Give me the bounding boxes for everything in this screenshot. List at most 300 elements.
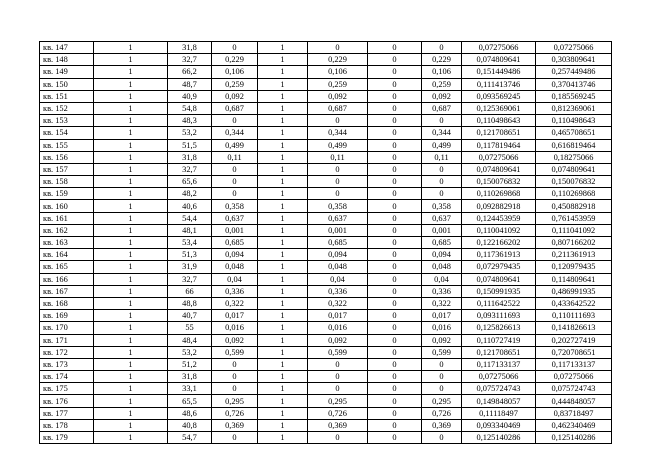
table-row (40, 176, 612, 188)
table-cell: 40,7 (168, 310, 212, 322)
table-cell: 31,9 (168, 261, 212, 273)
table-cell: 0,092 (308, 90, 368, 102)
table-cell: 1 (258, 188, 308, 200)
table-row (40, 261, 612, 273)
table-cell: 0 (368, 139, 422, 151)
table-cell: 0 (212, 358, 258, 370)
table-cell: 0 (368, 212, 422, 224)
table-cell: 1 (94, 322, 168, 334)
table-cell: 0,07275066 (462, 42, 536, 54)
table-cell: 0,720708651 (536, 346, 612, 358)
table-cell: 0 (368, 322, 422, 334)
table-row (40, 310, 612, 322)
table-row (40, 297, 612, 309)
table-cell: 1 (94, 346, 168, 358)
table-cell: 0,125140286 (536, 432, 612, 444)
table-cell: 1 (94, 102, 168, 114)
apartment-number-cell: кв. 165 (40, 261, 94, 273)
table-cell: 0,016 (308, 322, 368, 334)
table-cell: 0,685 (422, 237, 462, 249)
table-cell: 0 (212, 42, 258, 54)
table-cell: 1 (94, 285, 168, 297)
table-cell: 48,2 (168, 188, 212, 200)
table-cell: 1 (94, 273, 168, 285)
apartment-number-cell: кв. 173 (40, 358, 94, 370)
table-cell: 40,8 (168, 419, 212, 431)
table-cell: 1 (258, 42, 308, 54)
table-cell: 0 (212, 115, 258, 127)
table-cell: 0,04 (422, 273, 462, 285)
table-cell: 51,5 (168, 139, 212, 151)
table-cell: 0,07275066 (536, 371, 612, 383)
table-cell: 0,075724743 (536, 383, 612, 395)
table-cell: 0 (368, 237, 422, 249)
table-row (40, 407, 612, 419)
table-cell: 0,257449486 (536, 66, 612, 78)
table-cell: 1 (258, 151, 308, 163)
table-row (40, 273, 612, 285)
apartment-number-cell: кв. 175 (40, 383, 94, 395)
table-cell: 0,499 (422, 139, 462, 151)
table-cell: 0 (308, 432, 368, 444)
table-cell: 1 (258, 127, 308, 139)
table-cell: 0,369 (422, 419, 462, 431)
table-cell: 1 (94, 407, 168, 419)
table-cell: 1 (258, 261, 308, 273)
table-cell: 0,637 (308, 212, 368, 224)
table-cell: 66,2 (168, 66, 212, 78)
table-cell: 0 (212, 176, 258, 188)
table-cell: 0 (368, 395, 422, 407)
table-cell: 0,450882918 (536, 200, 612, 212)
table-cell: 0,001 (212, 224, 258, 236)
table-cell: 0,048 (422, 261, 462, 273)
apartment-number-cell: кв. 164 (40, 249, 94, 261)
table-cell: 51,2 (168, 358, 212, 370)
table-cell: 1 (258, 237, 308, 249)
apartment-number-cell: кв. 154 (40, 127, 94, 139)
table-cell: 0,141826613 (536, 322, 612, 334)
table-cell: 48,4 (168, 334, 212, 346)
table-cell: 1 (258, 407, 308, 419)
table-cell: 0,344 (422, 127, 462, 139)
apartment-number-cell: кв. 160 (40, 200, 94, 212)
table-cell: 1 (94, 249, 168, 261)
table-cell: 1 (94, 395, 168, 407)
table-cell: 0,499 (308, 139, 368, 151)
table-cell: 1 (94, 261, 168, 273)
table-cell: 0,599 (308, 346, 368, 358)
table-cell: 1 (258, 90, 308, 102)
table-cell: 0,259 (212, 78, 258, 90)
table-cell: 0,074809641 (536, 163, 612, 175)
table-cell: 0 (308, 42, 368, 54)
table-cell: 1 (94, 139, 168, 151)
table-cell: 0,726 (212, 407, 258, 419)
table-cell: 0 (368, 383, 422, 395)
table-cell: 54,4 (168, 212, 212, 224)
table-cell: 51,3 (168, 249, 212, 261)
table-row (40, 163, 612, 175)
table-cell: 0,117819464 (462, 139, 536, 151)
table-cell: 1 (258, 419, 308, 431)
table-cell: 1 (258, 249, 308, 261)
table-cell: 0,499 (212, 139, 258, 151)
apartment-number-cell: кв. 155 (40, 139, 94, 151)
apartment-number-cell: кв. 178 (40, 419, 94, 431)
table-cell: 0,185569245 (536, 90, 612, 102)
table-cell: 1 (258, 310, 308, 322)
table-cell: 0,11118497 (462, 407, 536, 419)
table-cell: 0,121708651 (462, 346, 536, 358)
table-cell: 0 (368, 407, 422, 419)
table-cell: 0,322 (212, 297, 258, 309)
table-cell: 1 (94, 419, 168, 431)
table-row (40, 249, 612, 261)
table-row (40, 102, 612, 114)
apartment-number-cell: кв. 171 (40, 334, 94, 346)
table-cell: 0,599 (212, 346, 258, 358)
table-cell: 1 (94, 297, 168, 309)
apartment-number-cell: кв. 157 (40, 163, 94, 175)
table-cell: 0,110498643 (536, 115, 612, 127)
apartment-number-cell: кв. 170 (40, 322, 94, 334)
table-cell: 0,259 (422, 78, 462, 90)
table-cell: 0,687 (212, 102, 258, 114)
apartment-number-cell: кв. 169 (40, 310, 94, 322)
table-cell: 0,358 (212, 200, 258, 212)
table-cell: 0 (368, 115, 422, 127)
apartment-number-cell: кв. 158 (40, 176, 94, 188)
table-cell: 0,336 (212, 285, 258, 297)
table-cell: 0 (368, 78, 422, 90)
table-cell: 0,150991935 (462, 285, 536, 297)
table-cell: 0,761453959 (536, 212, 612, 224)
table-cell: 1 (258, 383, 308, 395)
table-row (40, 224, 612, 236)
table-row (40, 127, 612, 139)
table-cell: 1 (258, 273, 308, 285)
table-cell: 0,150076832 (462, 176, 536, 188)
table-cell: 0,110727419 (462, 334, 536, 346)
table-cell: 1 (258, 224, 308, 236)
table-cell: 0 (308, 371, 368, 383)
table-cell: 0 (368, 188, 422, 200)
table-cell: 0,016 (422, 322, 462, 334)
table-cell: 65,6 (168, 176, 212, 188)
table-cell: 0,017 (422, 310, 462, 322)
table-cell: 0 (212, 432, 258, 444)
table-cell: 0,18275066 (536, 151, 612, 163)
table-cell: 40,6 (168, 200, 212, 212)
table-cell: 0,048 (212, 261, 258, 273)
table-cell: 0 (308, 358, 368, 370)
table-cell: 65,5 (168, 395, 212, 407)
table-cell: 0,149848057 (462, 395, 536, 407)
table-cell: 0 (368, 90, 422, 102)
table-cell: 0,04 (308, 273, 368, 285)
table-cell: 1 (94, 237, 168, 249)
table-cell: 1 (258, 163, 308, 175)
table-cell: 0 (368, 297, 422, 309)
table-cell: 66 (168, 285, 212, 297)
table-cell: 0,462340469 (536, 419, 612, 431)
table-row (40, 358, 612, 370)
table-cell: 0,151449486 (462, 66, 536, 78)
table-row (40, 371, 612, 383)
table-row (40, 212, 612, 224)
table-cell: 48,3 (168, 115, 212, 127)
table-cell: 33,1 (168, 383, 212, 395)
table-cell: 0,358 (422, 200, 462, 212)
table-cell: 40,9 (168, 90, 212, 102)
table-cell: 0,093569245 (462, 90, 536, 102)
table-cell: 0 (368, 285, 422, 297)
table-row (40, 151, 612, 163)
table-cell: 0,072979435 (462, 261, 536, 273)
table-cell: 1 (94, 212, 168, 224)
table-cell: 0,295 (212, 395, 258, 407)
table-cell: 1 (258, 432, 308, 444)
table-cell: 0,04 (212, 273, 258, 285)
table-cell: 0,125140286 (462, 432, 536, 444)
table-cell: 31,8 (168, 42, 212, 54)
table-cell: 0 (368, 224, 422, 236)
table-cell: 1 (258, 200, 308, 212)
table-cell: 0 (368, 249, 422, 261)
table-cell: 0 (422, 115, 462, 127)
table-cell: 0 (368, 310, 422, 322)
table-cell: 0 (368, 371, 422, 383)
table-cell: 1 (258, 66, 308, 78)
table-cell: 1 (258, 139, 308, 151)
table-cell: 0,369 (308, 419, 368, 431)
table-row (40, 66, 612, 78)
table-cell: 1 (258, 78, 308, 90)
table-cell: 0,092 (212, 334, 258, 346)
apartment-number-cell: кв. 153 (40, 115, 94, 127)
table-cell: 1 (94, 200, 168, 212)
table-cell: 0,229 (422, 54, 462, 66)
table-row (40, 54, 612, 66)
table-cell: 1 (94, 78, 168, 90)
table-cell: 0,110111693 (536, 310, 612, 322)
table-cell: 1 (94, 151, 168, 163)
table-cell: 0,092 (308, 334, 368, 346)
table-cell: 0,094 (422, 249, 462, 261)
table-cell: 0,295 (422, 395, 462, 407)
table-cell: 1 (258, 115, 308, 127)
table-cell: 0,075724743 (462, 383, 536, 395)
table-row (40, 395, 612, 407)
table-cell: 0,094 (308, 249, 368, 261)
table-cell: 0,120979435 (536, 261, 612, 273)
table-cell: 32,7 (168, 163, 212, 175)
table-cell: 0,336 (422, 285, 462, 297)
table-cell: 1 (258, 102, 308, 114)
table-cell: 1 (258, 54, 308, 66)
table-cell: 1 (258, 322, 308, 334)
table-cell: 1 (258, 334, 308, 346)
table-cell: 0,106 (212, 66, 258, 78)
table-cell: 0 (422, 188, 462, 200)
table-cell: 0,07275066 (462, 151, 536, 163)
table-row (40, 200, 612, 212)
table-cell: 0,358 (308, 200, 368, 212)
table-cell: 0,599 (422, 346, 462, 358)
table-cell: 0 (368, 358, 422, 370)
table-cell: 0 (422, 163, 462, 175)
table-cell: 0,637 (422, 212, 462, 224)
table-cell: 0,07275066 (462, 371, 536, 383)
table-cell: 0,726 (308, 407, 368, 419)
apartment-number-cell: кв. 163 (40, 237, 94, 249)
table-cell: 0,229 (212, 54, 258, 66)
apartment-number-cell: кв. 166 (40, 273, 94, 285)
table-cell: 0,117133137 (536, 358, 612, 370)
table-cell: 0,111041092 (536, 224, 612, 236)
table-cell: 0,370413746 (536, 78, 612, 90)
table-cell: 0,106 (422, 66, 462, 78)
table-cell: 0,07275066 (536, 42, 612, 54)
table-cell: 0,685 (308, 237, 368, 249)
table-row (40, 322, 612, 334)
table-cell: 0 (308, 188, 368, 200)
table-cell: 0,211361913 (536, 249, 612, 261)
table-cell: 0,001 (422, 224, 462, 236)
apartment-number-cell: кв. 161 (40, 212, 94, 224)
table-row (40, 90, 612, 102)
apartment-number-cell: кв. 148 (40, 54, 94, 66)
table-cell: 0,092 (212, 90, 258, 102)
table-row (40, 188, 612, 200)
table-cell: 0 (368, 176, 422, 188)
apartment-data-table (39, 41, 612, 444)
apartment-number-cell: кв. 149 (40, 66, 94, 78)
table-cell: 55 (168, 322, 212, 334)
table-cell: 0 (422, 432, 462, 444)
table-cell: 0,110269868 (462, 188, 536, 200)
table-cell: 0,111413746 (462, 78, 536, 90)
table-cell: 1 (94, 42, 168, 54)
table-row (40, 115, 612, 127)
table-cell: 0,83718497 (536, 407, 612, 419)
table-cell: 0 (368, 54, 422, 66)
table-cell: 0 (308, 115, 368, 127)
table-cell: 1 (94, 90, 168, 102)
table-cell: 0,048 (308, 261, 368, 273)
table-cell: 0 (368, 42, 422, 54)
table-cell: 53,2 (168, 127, 212, 139)
table-cell: 0,117361913 (462, 249, 536, 261)
table-cell: 0 (368, 273, 422, 285)
apartment-number-cell: кв. 152 (40, 102, 94, 114)
table-cell: 31,8 (168, 371, 212, 383)
table-cell: 0,121708651 (462, 127, 536, 139)
table-cell: 0 (308, 383, 368, 395)
table-cell: 0 (422, 371, 462, 383)
table-cell: 1 (258, 212, 308, 224)
table-cell: 0 (368, 419, 422, 431)
table-cell: 0 (212, 371, 258, 383)
table-row (40, 419, 612, 431)
table-cell: 0,001 (308, 224, 368, 236)
table-cell: 0,093111693 (462, 310, 536, 322)
table-cell: 0,229 (308, 54, 368, 66)
table-cell: 0 (368, 334, 422, 346)
table-cell: 0 (368, 102, 422, 114)
table-cell: 1 (94, 127, 168, 139)
apartment-number-cell: кв. 179 (40, 432, 94, 444)
apartment-number-cell: кв. 174 (40, 371, 94, 383)
table-cell: 54,8 (168, 102, 212, 114)
table-cell: 0 (368, 127, 422, 139)
table-cell: 0,124453959 (462, 212, 536, 224)
table-cell: 0,812369061 (536, 102, 612, 114)
table-cell: 1 (258, 297, 308, 309)
table-row (40, 139, 612, 151)
table-cell: 1 (94, 54, 168, 66)
table-cell: 0,074809641 (462, 163, 536, 175)
apartment-number-cell: кв. 147 (40, 42, 94, 54)
table-cell: 0,465708651 (536, 127, 612, 139)
table-cell: 0,094 (212, 249, 258, 261)
table-cell: 0 (422, 176, 462, 188)
table-cell: 0,433642522 (536, 297, 612, 309)
table-cell: 1 (94, 115, 168, 127)
table-cell: 0,637 (212, 212, 258, 224)
table-cell: 0,685 (212, 237, 258, 249)
table-cell: 0,486991935 (536, 285, 612, 297)
table-cell: 32,7 (168, 54, 212, 66)
table-cell: 0,074809641 (462, 273, 536, 285)
table-cell: 31,8 (168, 151, 212, 163)
table-cell: 0 (368, 261, 422, 273)
table-cell: 1 (94, 176, 168, 188)
table-cell: 0,114809641 (536, 273, 612, 285)
table-cell: 0,807166202 (536, 237, 612, 249)
table-cell: 54,7 (168, 432, 212, 444)
table-cell: 1 (94, 358, 168, 370)
table-cell: 0,11 (422, 151, 462, 163)
table-cell: 0 (212, 188, 258, 200)
table-cell: 1 (94, 432, 168, 444)
table-cell: 0,202727419 (536, 334, 612, 346)
table-cell: 0,259 (308, 78, 368, 90)
table-cell: 1 (258, 176, 308, 188)
table-cell: 48,6 (168, 407, 212, 419)
apartment-number-cell: кв. 159 (40, 188, 94, 200)
table-row (40, 346, 612, 358)
table-cell: 0,122166202 (462, 237, 536, 249)
table-cell: 1 (94, 371, 168, 383)
table-cell: 0,092 (422, 334, 462, 346)
table-cell: 0,125369061 (462, 102, 536, 114)
table-cell: 1 (94, 310, 168, 322)
table-cell: 0,092 (422, 90, 462, 102)
apartment-number-cell: кв. 172 (40, 346, 94, 358)
table-cell: 0,11 (308, 151, 368, 163)
table-row (40, 285, 612, 297)
table-cell: 0,017 (308, 310, 368, 322)
apartment-number-cell: кв. 151 (40, 90, 94, 102)
table-row (40, 334, 612, 346)
apartment-number-cell: кв. 176 (40, 395, 94, 407)
table-cell: 0 (422, 42, 462, 54)
table-cell: 1 (258, 395, 308, 407)
table-row (40, 237, 612, 249)
apartment-number-cell: кв. 168 (40, 297, 94, 309)
